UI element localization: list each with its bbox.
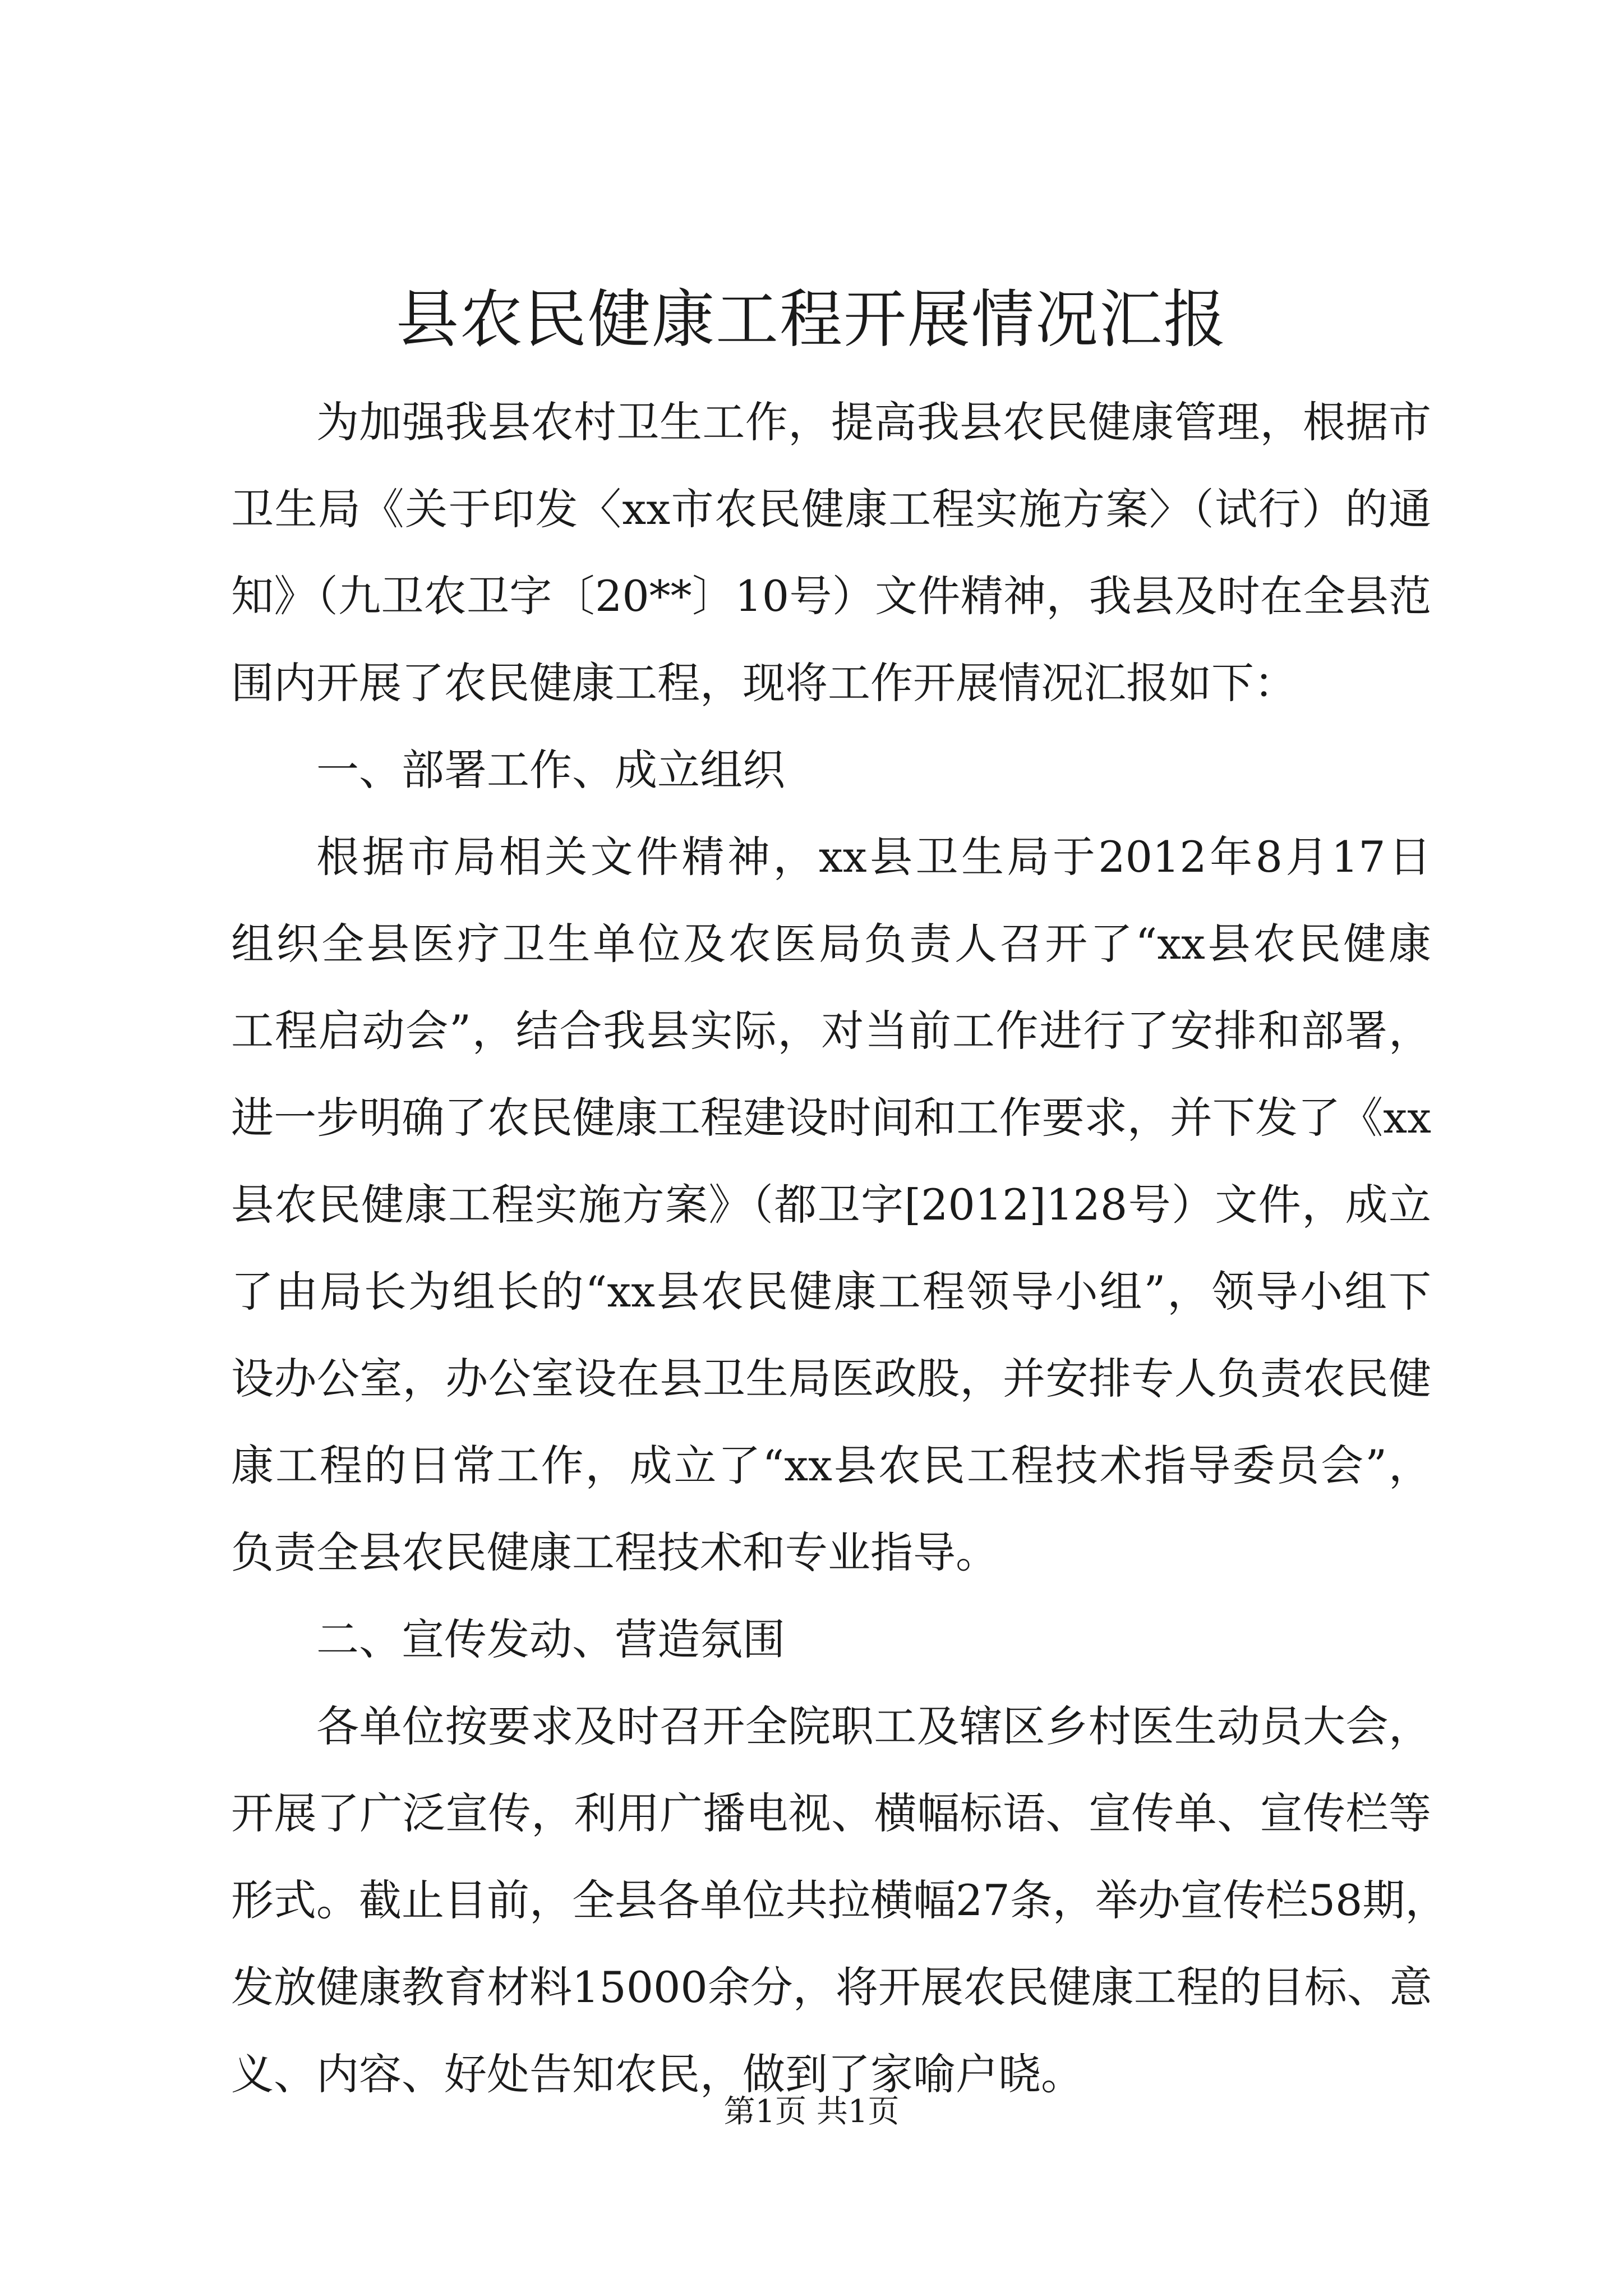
- paragraph-line: 县农民健康工程实施方案》（都卫字[2012]128号）文件，成立: [231, 1180, 1431, 1230]
- paragraph-line: 设办公室，办公室设在县卫生局医政股，并安排专人负责农民健: [231, 1354, 1431, 1404]
- paragraph-line: 了由局长为组长的“xx县农民健康工程领导小组”，领导小组下: [231, 1267, 1431, 1317]
- paragraph-line: 围内开展了农民健康工程，现将工作开展情况汇报如下：: [231, 658, 1297, 708]
- paragraph-line: 发放健康教育材料15000余分，将开展农民健康工程的目标、意: [231, 1962, 1432, 2012]
- paragraph-line: 进一步明确了农民健康工程建设时间和工作要求，并下发了《xx: [231, 1093, 1431, 1143]
- paragraph-line: 康工程的日常工作，成立了“xx县农民工程技术指导委员会”，: [231, 1441, 1431, 1490]
- paragraph-line: 卫生局《关于印发〈xx市农民健康工程实施方案〉（试行）的通: [231, 484, 1431, 534]
- paragraph-line: 为加强我县农村卫生工作，提高我县农民健康管理，根据市: [316, 397, 1431, 447]
- paragraph-line: 形式。截止目前，全县各单位共拉横幅27条，举办宣传栏58期，: [231, 1875, 1448, 1925]
- section-heading: 一、部署工作、成立组织: [316, 745, 785, 795]
- paragraph-line: 工程启动会”，结合我县实际，对当前工作进行了安排和部署，: [231, 1006, 1431, 1056]
- paragraph-line: 义、内容、好处告知农民，做到了家喻户晓。: [231, 2049, 1083, 2099]
- document-title: 县农民健康工程开展情况汇报: [396, 283, 1227, 356]
- paragraph-line: 开展了广泛宣传，利用广播电视、横幅标语、宣传单、宣传栏等: [231, 1788, 1431, 1838]
- paragraph-line: 知》（九卫农卫字〔20**〕10号）文件精神，我县及时在全县范: [231, 571, 1431, 621]
- paragraph-line: 根据市局相关文件精神，xx县卫生局于2012年8月17日: [316, 832, 1431, 882]
- paragraph-line: 组织全县医疗卫生单位及农医局负责人召开了“xx县农民健康: [231, 919, 1431, 969]
- document-body: [231, 379, 1448, 2118]
- paragraph-line: 负责全县农民健康工程技术和专业指导。: [231, 1527, 998, 1577]
- paragraph-line: 各单位按要求及时召开全院职工及辖区乡村医生动员大会，: [316, 1701, 1431, 1751]
- section-heading: 二、宣传发动、营造氛围: [316, 1614, 785, 1664]
- page-footer: 第1页 共1页: [723, 2093, 900, 2130]
